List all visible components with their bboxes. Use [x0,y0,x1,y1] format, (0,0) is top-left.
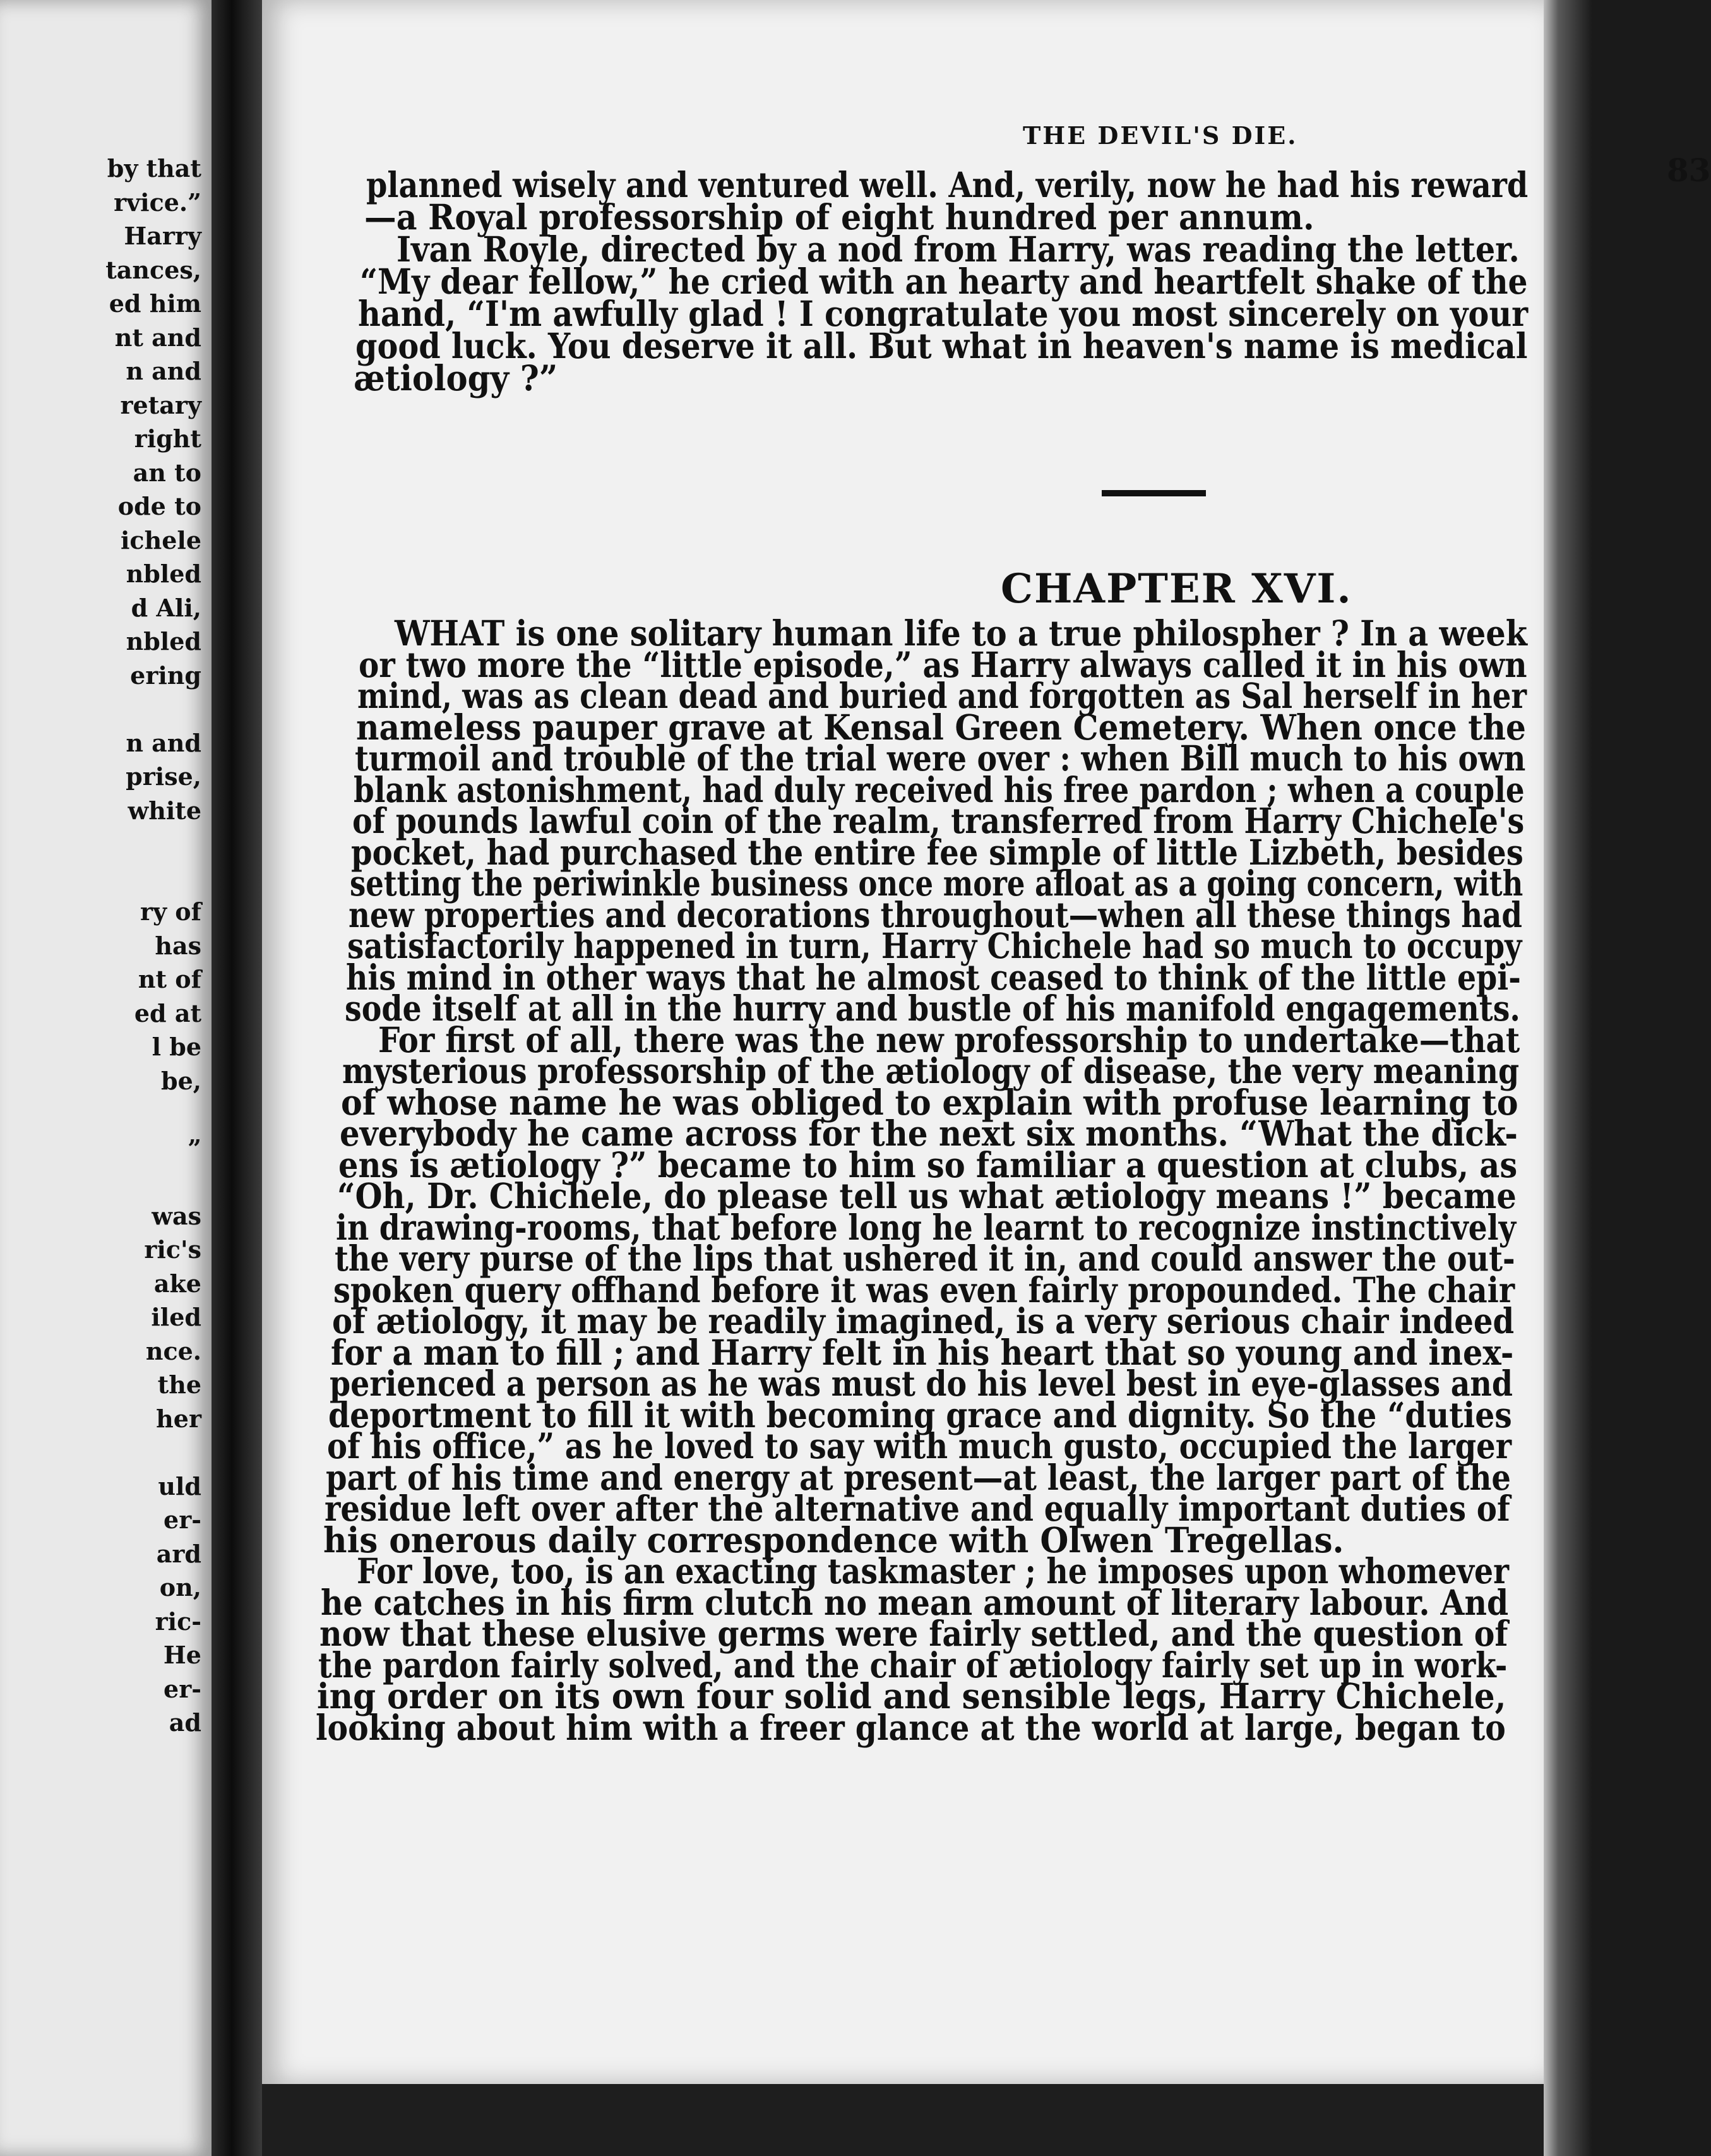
text-line: or two more the “little episode,” as Harry always called it in his own [359,644,1527,685]
left-page-line: retary [120,390,201,419]
text-line: hand, “I'm awfully glad ! I congratulate you most sincerely on your [357,293,1528,334]
left-page-line: be, [161,1066,201,1095]
left-page-line: tances, [105,255,201,284]
text-line: his mind in other ways that he almost ceased to think of the little epi- [346,956,1521,998]
text-line: deportment to fill it with becoming grace and dignity. So the “duties [328,1394,1512,1435]
left-page-line: nt of [138,965,201,993]
left-page-line: n and [126,357,201,385]
text-line: everybody he came across for the next six months. “What the dick- [340,1113,1518,1154]
left-page-line: Harry [124,222,201,250]
left-page-line: He [163,1641,201,1669]
text-line: for a man to fill ; and Harry felt in his heart that so young and inex- [331,1331,1514,1373]
text-line: WHAT is one solitary human life to a true philospher ? In a week [395,613,1527,654]
text-line: —a Royal professorship of eight hundred per annum. [364,196,1315,237]
text-line: his onerous daily correspondence with Olwen Tregellas. [323,1519,1344,1560]
text-line: part of his time and energy at present—at least, the larger part of the [326,1456,1511,1498]
text-line: the very purse of the lips that ushered it in, and could answer the out- [335,1238,1515,1279]
page-bottom-shadow [262,2084,1544,2156]
left-page-line: ad [169,1708,201,1737]
text-line: “Oh, Dr. Chichele, do please tell us what ætiology means !” became [337,1175,1517,1216]
text-line: perienced a person as he was must do his level best in eye-glasses and [330,1363,1513,1404]
text-line: in drawing-rooms, that before long he learnt to recognize instinctively [336,1206,1517,1248]
left-page-line: was [152,1201,201,1230]
left-page-line: right [134,424,201,453]
page-number: 83 [1667,152,1711,189]
section-divider [1102,490,1206,496]
left-page-line: er- [164,1674,201,1703]
left-page-line: ode to [117,492,201,520]
text-line: of ætiology, it may be readily imagined, is a very serious chair indeed [332,1300,1515,1341]
text-line: For first of all, there was the new professorship to undertake—that [378,1019,1520,1060]
text-line: of his office,” as he loved to say with much gusto, occupied the larger [327,1425,1512,1466]
text-line: “My dear fellow,” he cried with an hearty and heartfelt shake of the [360,261,1528,302]
left-page-line: nbled [126,627,201,656]
left-page-line: ric- [155,1607,201,1636]
left-page-line: ake [153,1269,201,1298]
left-page-line: rvice.” [114,188,201,217]
left-page-line: her [156,1404,201,1433]
left-page-line: white [128,796,201,825]
text-line: satisfactorily happened in turn, Harry Chichele had so much to occupy [347,925,1522,966]
left-page-line: ed at [134,998,201,1027]
text-line: residue left over after the alternative and equally important duties of [325,1488,1510,1529]
left-page-line: by that [107,154,201,183]
text-line: ing order on its own four solid and sensible legs, Harry Chichele, [317,1675,1506,1716]
text-line: now that these elusive germs were fairly settled, and the question of [319,1613,1508,1654]
left-page-line: nce. [145,1336,201,1365]
left-page-line: l be [152,1033,201,1061]
left-page-line: n and [126,728,201,757]
book-page [262,0,1711,2084]
text-line: planned wisely and ventured well. And, verily, now he had his reward [366,164,1529,205]
left-page-line: on, [159,1573,201,1602]
text-line: new properties and decorations throughout—when all these things had [349,894,1522,935]
text-line: mysterious professorship of the ætiology of disease, the very meaning [342,1050,1520,1091]
left-page-line: ” [188,1134,201,1163]
left-page-line: has [155,931,201,960]
text-line: looking about him with a freer glance at the world at large, began to [316,1706,1506,1748]
text-line: good luck. You deserve it all. But what in heaven's name is medical [355,325,1528,366]
left-page-line: uld [158,1471,201,1500]
left-page-line: er- [164,1506,201,1534]
left-page-line: d Ali, [131,593,201,622]
text-line: setting the periwinkle business once more afloat as a going concern, with [350,863,1523,904]
text-line: Ivan Royle, directed by a nod from Harry, was reading the letter. [396,229,1520,270]
left-page-line: ric's [144,1235,201,1264]
text-line: blank astonishment, had duly received his free pardon ; when a couple [354,769,1525,810]
left-page-line: ichele [121,525,201,554]
previous-page [0,0,212,2156]
left-page-line: ard [156,1539,201,1568]
text-line: mind, was as clean dead and buried and forgotten as Sal herself in her [357,675,1527,716]
text-line: turmoil and trouble of the trial were over : when Bill much to his own [355,738,1526,779]
left-page-line: the [157,1370,201,1399]
running-title: THE DEVIL'S DIE. [1023,121,1298,150]
text-line: For love, too, is an exacting taskmaster ; he imposes upon whomever [357,1550,1510,1591]
book-gutter [212,0,262,2156]
page-edge [1544,0,1592,2156]
text-line: spoken query offhand before it was even fairly propounded. The chair [333,1269,1515,1310]
text-line: the pardon fairly solved, and the chair of ætiology fairly set up in work- [318,1644,1508,1686]
left-page-line: ed him [109,289,201,318]
left-page-line: ry of [140,897,201,926]
text-line: pocket, had purchased the entire fee simple of little Lizbeth, besides [351,831,1523,873]
left-page-line: nt and [114,323,201,352]
left-page-line: nbled [126,560,201,588]
left-page-line: iled [151,1303,201,1331]
chapter-heading: CHAPTER XVI. [1001,565,1352,613]
text-line: of pounds lawful coin of the realm, transferred from Harry Chichele's [352,800,1525,841]
text-line: sode itself at all in the hurry and bustle of his manifold engagements. [345,988,1520,1029]
text-line: ens is ætiology ?” became to him so familiar a question at clubs, as [338,1144,1518,1185]
text-line: nameless pauper grave at Kensal Green Cemetery. When once the [356,706,1526,748]
text-line: he catches in his firm clutch no mean amount of literary labour. And [321,1581,1509,1623]
text-line: of whose name he was obliged to explain with profuse learning to [341,1081,1518,1123]
left-page-line: ering [130,661,201,690]
text-line: ætiology ?” [354,357,558,398]
left-page-line: prise, [126,762,201,791]
left-page-line: an to [133,458,201,487]
